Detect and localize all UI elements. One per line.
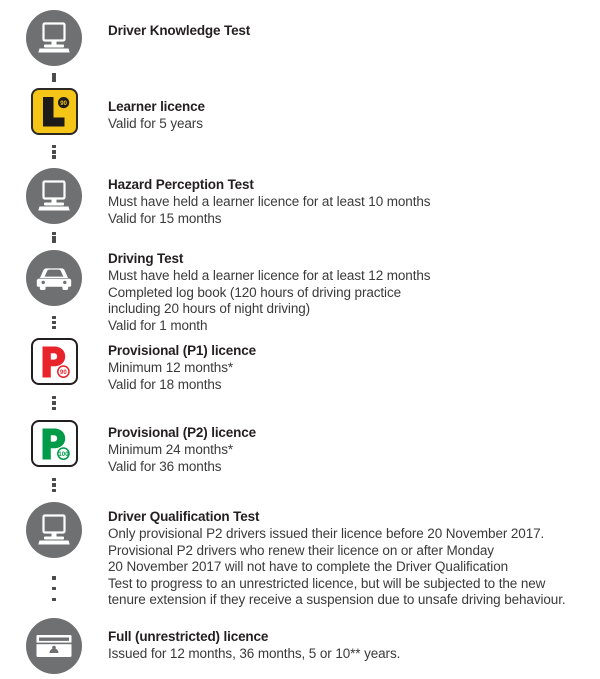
step-detail-line: Valid for 1 month <box>108 317 208 333</box>
step-detail-line: Completed log book (120 hours of driving practice <box>108 284 402 300</box>
p1-plate-icon <box>31 338 78 385</box>
step-detail-line: including 20 hours of night driving) <box>108 301 311 316</box>
svg-text:100: 100 <box>58 451 69 458</box>
step-text <box>108 420 600 475</box>
step-detail-line: Valid for 18 months <box>108 376 222 392</box>
step-provisional-p1-licence <box>0 338 600 393</box>
learner-plate-icon <box>31 88 78 135</box>
dotted-connector <box>52 316 56 329</box>
step-detail-line: Valid for 15 months <box>108 210 222 226</box>
step-text <box>108 168 600 227</box>
step-title: Driver Qualification Test <box>108 509 260 524</box>
step-detail-line: Issued for 12 months, 36 months, 5 or 10** years. <box>108 646 401 661</box>
step-detail-line: Only provisional P2 drivers issued their licence before 20 November 2017. <box>108 526 545 541</box>
step-detail-line: Must have held a learner licence for at least 12 months <box>108 268 431 283</box>
step-title: Driving Test <box>108 251 184 266</box>
step-title: Hazard Perception Test <box>108 177 254 192</box>
dotted-connector <box>52 576 56 601</box>
step-title: Provisional (P2) licence <box>108 425 256 440</box>
step-icon-slot <box>0 250 108 306</box>
step-title: Driver Knowledge Test <box>108 23 251 38</box>
dotted-connector <box>52 478 56 493</box>
p2-plate-icon <box>31 420 78 467</box>
step-detail-line: tenure extension if they receive a suspension due to unsafe driving behaviour. <box>108 592 566 607</box>
step-title: Full (unrestricted) licence <box>108 629 269 644</box>
step-detail-line: Valid for 36 months <box>108 458 222 474</box>
step-detail-line: Test to progress to an unrestricted licence, but will be subjected to the new <box>108 575 546 591</box>
step-icon-slot <box>0 420 108 467</box>
dotted-connector <box>52 396 56 411</box>
computer-icon <box>26 10 82 66</box>
step-text <box>108 250 600 334</box>
step-icon-slot <box>0 618 108 674</box>
step-title: Provisional (P1) licence <box>108 343 256 358</box>
step-detail-line: Must have held a learner licence for at least 10 months <box>108 194 431 209</box>
car-icon <box>26 250 82 306</box>
step-detail-line: 20 November 2017 will not have to complete the Driver Qualification <box>108 559 509 574</box>
computer-icon <box>26 502 82 558</box>
dotted-connector <box>52 73 56 82</box>
step-icon-slot <box>0 338 108 385</box>
step-text <box>108 338 600 393</box>
step-text <box>108 88 600 133</box>
step-text <box>108 502 600 609</box>
step-detail-line: Valid for 5 years <box>108 116 203 131</box>
step-provisional-p2-licence <box>0 420 600 475</box>
step-title: Learner licence <box>108 99 205 114</box>
svg-text:90: 90 <box>60 100 67 107</box>
step-icon-slot <box>0 168 108 224</box>
svg-text:90: 90 <box>60 369 67 376</box>
dotted-connector <box>52 145 56 159</box>
step-driving-test <box>0 250 600 334</box>
step-full-unrestricted-licence <box>0 618 600 674</box>
step-detail-line: Provisional P2 drivers who renew their licence on or after Monday <box>108 542 494 558</box>
step-text <box>108 618 600 663</box>
licence-card-icon <box>26 618 82 674</box>
dotted-connector <box>52 232 56 243</box>
step-driver-knowledge-test <box>0 10 600 66</box>
step-text <box>108 10 600 40</box>
step-detail-line: Minimum 12 months* <box>108 360 233 375</box>
computer-icon <box>26 168 82 224</box>
step-icon-slot <box>0 502 108 558</box>
step-learner-licence <box>0 88 600 135</box>
step-icon-slot <box>0 10 108 66</box>
step-detail-line: Minimum 24 months* <box>108 442 233 457</box>
step-icon-slot <box>0 88 108 135</box>
step-hazard-perception-test <box>0 168 600 227</box>
step-driver-qualification-test <box>0 502 600 609</box>
